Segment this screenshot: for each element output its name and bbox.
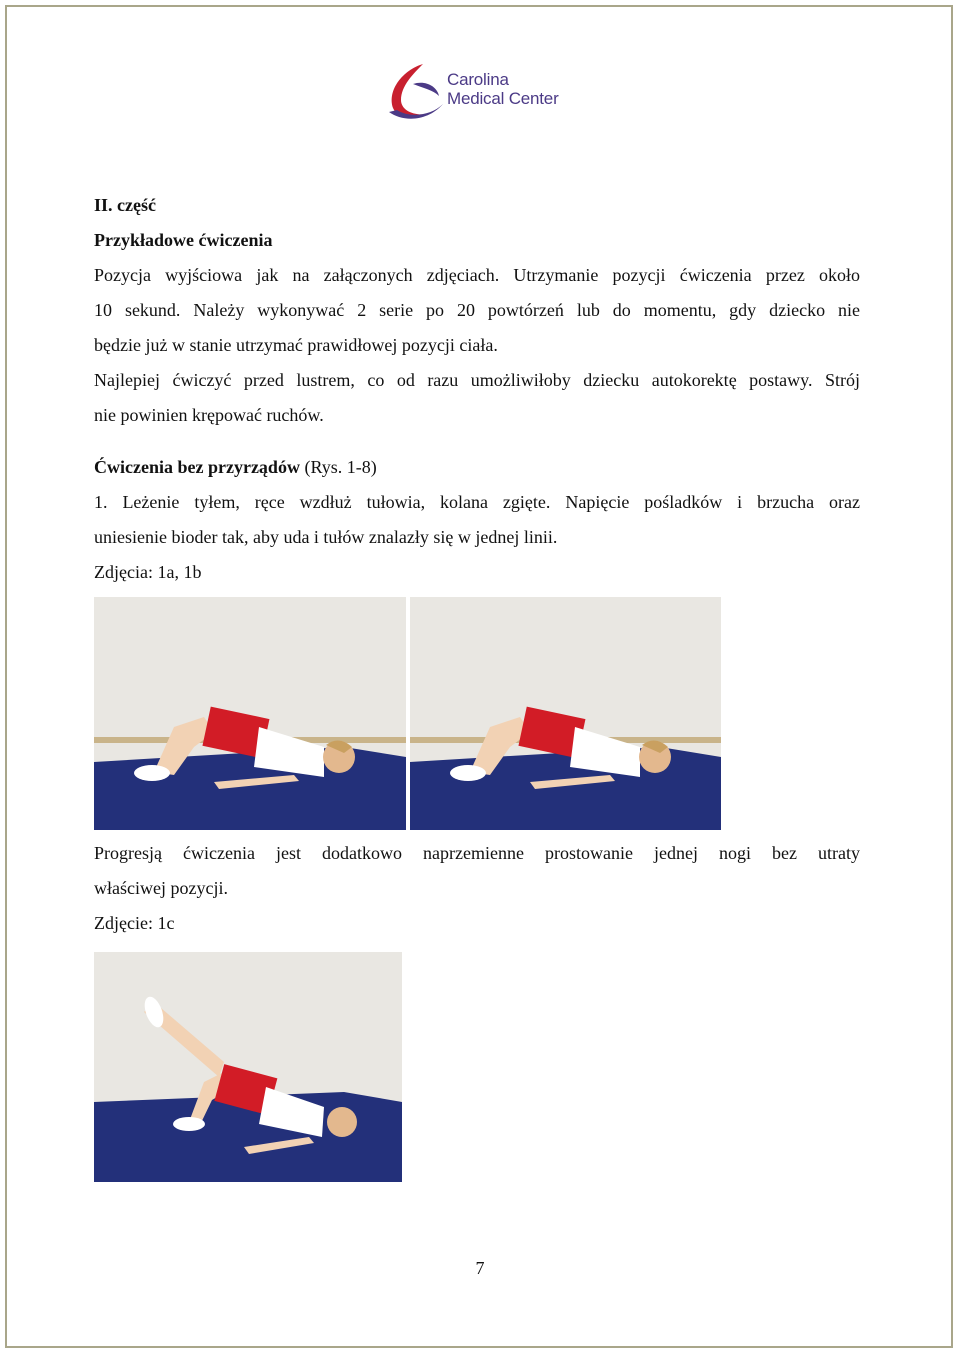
section-heading: II. część: [94, 195, 156, 215]
logo-line-2: Medical Center: [447, 89, 559, 108]
intro-line: Najlepiej ćwiczyć przed lustrem, co od razu umożliwiłoby dziecku autokorektę postawy. Strój: [94, 370, 860, 390]
exercise-line: 1. Leżenie tyłem, ręce wzdłuż tułowia, kolana zgięte. Napięcie pośladków i brzucha oraz: [94, 492, 860, 512]
intro-line: Pozycja wyjściowa jak na załączonych zdjęciach. Utrzymanie pozycji ćwiczenia przez około: [94, 265, 860, 285]
photos-caption: Zdjęcie: 1c: [94, 913, 175, 933]
intro-line: 10 sekund. Należy wykonywać 2 serie po 20 powtórzeń lub do momentu, gdy dziecko nie: [94, 300, 860, 320]
photo-1a: [94, 597, 406, 830]
logo-text: [447, 70, 559, 108]
exercises-heading: [94, 450, 860, 485]
page-number: 7: [475, 1258, 485, 1278]
exercises-heading-bold: Ćwiczenia bez przyrządów: [94, 457, 300, 477]
subheading: Przykładowe ćwiczenia: [94, 230, 273, 250]
logo-swoosh-icon: [383, 60, 447, 124]
logo-line-1: Carolina: [447, 70, 509, 89]
photo-1c: [94, 952, 402, 1182]
exercise-line: uniesienie bioder tak, aby uda i tułów znalazły się w jednej linii.: [94, 527, 558, 547]
progression-block: [94, 836, 860, 941]
photos-caption: Zdjęcia: 1a, 1b: [94, 562, 202, 582]
progression-line: Progresją ćwiczenia jest dodatkowo naprzemienne prostowanie jednej nogi bez utraty: [94, 843, 860, 863]
exercises-heading-rest: (Rys. 1-8): [299, 457, 377, 477]
progression-line: właściwej pozycji.: [94, 878, 228, 898]
intro-line: nie powinien krępować ruchów.: [94, 405, 324, 425]
intro-line: będzie już w stanie utrzymać prawidłowej pozycji ciała.: [94, 335, 498, 355]
carolina-medical-center-logo: [383, 60, 583, 124]
photo-1b: [410, 597, 721, 830]
document-body: [94, 188, 860, 590]
